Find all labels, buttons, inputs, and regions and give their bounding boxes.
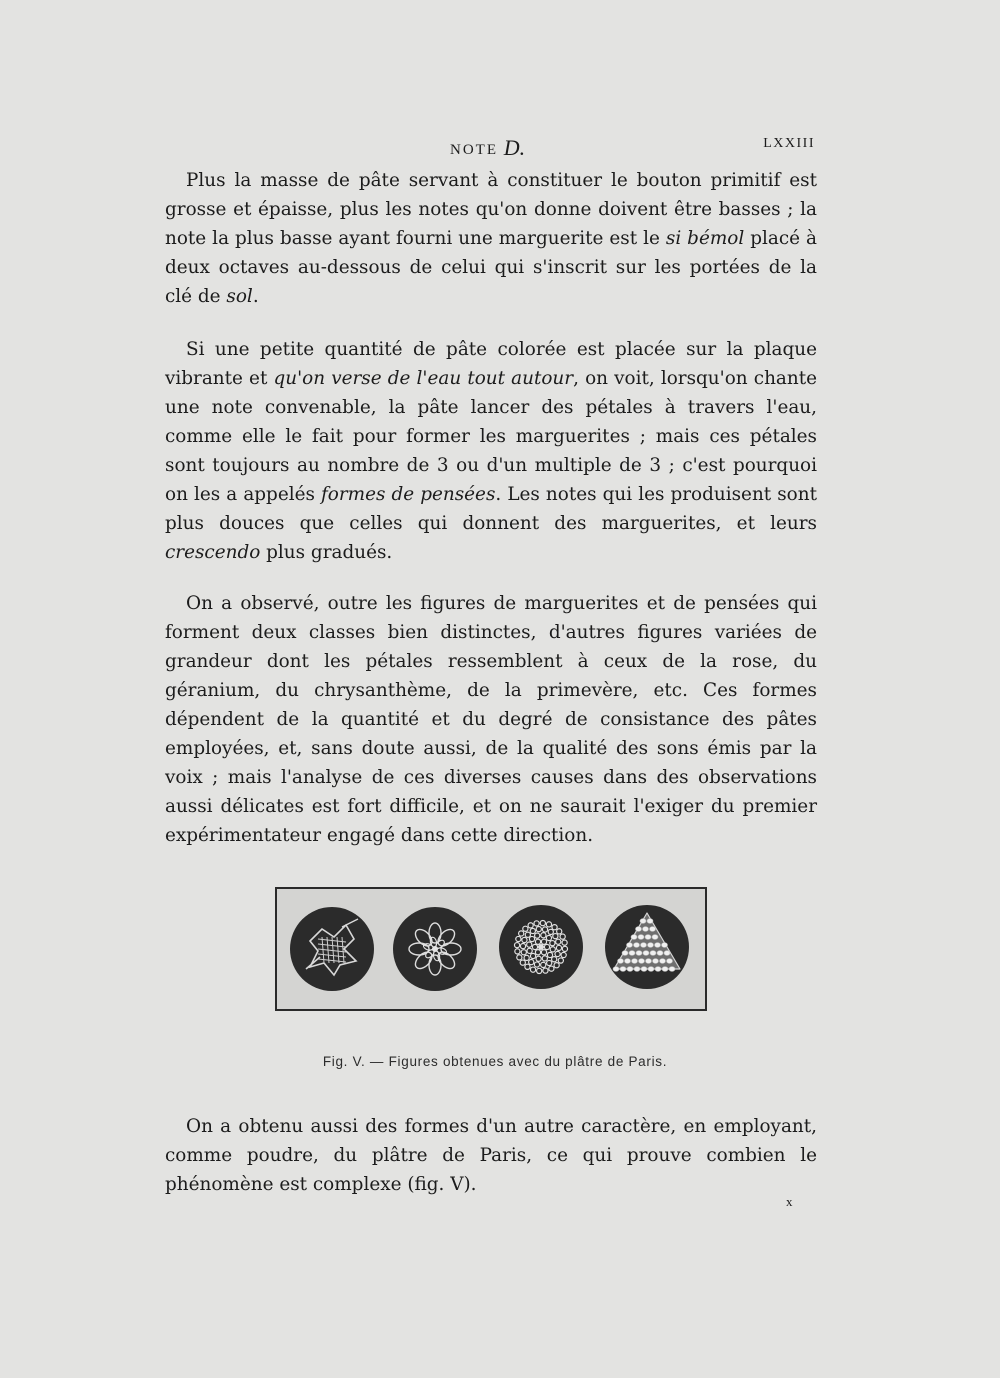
italic-phrase: crescendo xyxy=(165,542,261,563)
note-heading xyxy=(450,134,525,160)
paragraph-4: On a obtenu aussi des formes d'un autre caractère, en employant, comme poudre, du plâtre de Paris, ce qui prouve combien le phénomène est complexe (fig. V). xyxy=(165,1116,817,1195)
italic-phrase: sol xyxy=(226,286,253,307)
italic-phrase: si bémol xyxy=(665,228,745,249)
italic-phrase: qu'on verse de l'eau tout autour xyxy=(273,368,574,389)
note-label: NOTE xyxy=(450,142,498,158)
signature-mark: x xyxy=(786,1194,793,1209)
note-letter: D. xyxy=(503,135,526,160)
figure-disc-3 xyxy=(499,905,583,989)
figure-illustration xyxy=(277,889,705,1009)
running-head xyxy=(165,132,815,158)
paragraph-2: Si une petite quantité de pâte colorée est placée sur la plaque vibrante et qu'on verse de l'eau tout autour, on voit, lorsqu'on chante une note convenable, la pâte lancer des pétales à travers l'eau, comme elle le fait pour former les marguerites ; mais ces pétales sont toujours au nombre de 3 ou d'un multiple de 3 ; c'est pourquoi on les a appelés formes de pensées. Les notes qui les produisent sont plus douces que celles qui donnent des marguerites, et leurs crescendo plus gradués. xyxy=(165,339,817,563)
italic-phrase: formes de pensées xyxy=(321,484,496,505)
figure-disc-4 xyxy=(605,905,689,989)
figure-caption: Fig. V. — Figures obtenues avec du plâtre de Paris. xyxy=(322,1054,668,1069)
figure-disc-2 xyxy=(393,907,477,991)
paragraph-1: Plus la masse de pâte servant à constituer le bouton primitif est grosse et épaisse, plus les notes qu'on donne doivent être basses ; la note la plus basse ayant fourni une marguerite est le si bémol placé à deux octaves au-dessous de celui qui s'inscrit sur les portées de la clé de sol. xyxy=(165,170,817,307)
paragraph-3: On a observé, outre les figures de marguerites et de pensées qui forment deux classes bien distinctes, d'autres figures variées de grandeur dont les pétales ressemblent à ceux de la rose, du géranium, du chrysanthème, de la primevère, etc. Ces formes dépendent de la quantité et du degré de consistance des pâtes employées, et, sans doute aussi, de la qualité des sons émis par la voix ; mais l'analyse de ces diverses causes dans des observations aussi délicates est fort difficile, et on ne saurait l'exiger du premier expérimentateur engagé dans cette direction. xyxy=(165,593,817,846)
figure-disc-1 xyxy=(290,907,374,991)
figure-plate xyxy=(275,887,707,1011)
page-number: LXXIII xyxy=(763,136,815,151)
